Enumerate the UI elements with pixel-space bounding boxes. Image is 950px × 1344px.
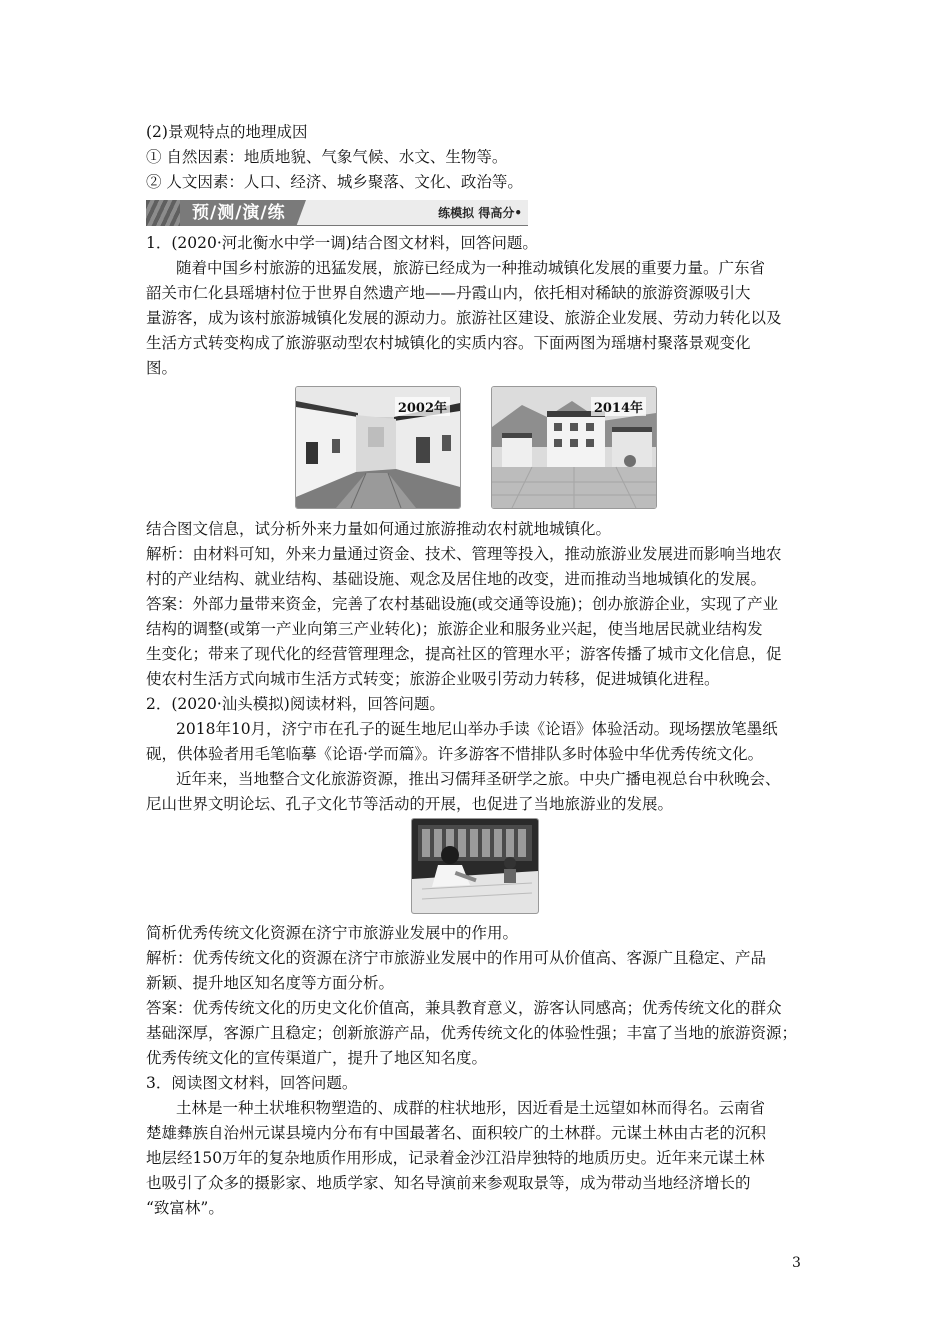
q2-paragraph-line: 2018年10月，济宁市在孔子的诞生地尼山举办手读《论语》体验活动。现场摆放笔墨纸: [176, 720, 778, 738]
q1-analysis-line: 村的产业结构、就业结构、基础设施、观念及居住地的改变，进而推动当地城镇化的发展。: [146, 570, 767, 588]
q3-header: 3．阅读图文材料，回答问题。: [146, 1074, 358, 1092]
q2-answer-line: 优秀传统文化的宣传渠道广，提升了地区知名度。: [146, 1049, 488, 1067]
photo-calligraphy-activity: [411, 818, 539, 914]
q2-question: 简析优秀传统文化资源在济宁市旅游业发展中的作用。: [146, 924, 519, 942]
q3-paragraph-line: 地层经150万年的复杂地质作用形成，记录着金沙江沿岸独特的地质历史。近年来元谋土林: [146, 1149, 765, 1167]
intro-item-natural: ① 自然因素：地质地貌、气象气候、水文、生物等。: [146, 148, 508, 166]
q2-answer-line: 基础深厚，客源广且稳定；创新旅游产品，优秀传统文化的体验性强；丰富了当地的旅游资源；: [146, 1024, 798, 1042]
photo-village-2002: [295, 386, 461, 509]
q3-paragraph-line: 楚雄彝族自治州元谋县境内分布有中国最著名、面积较广的土林群。元谋土林由古老的沉积: [146, 1124, 767, 1142]
q1-question: 结合图文信息，试分析外来力量如何通过旅游推动农村就地城镇化。: [146, 520, 612, 538]
q1-answer-line: 答案：外部力量带来资金，完善了农村基础设施(或交通等设施)；创办旅游企业，实现了产业: [146, 595, 779, 613]
section-banner: [146, 200, 528, 226]
photo-calligraphy-illustration: [412, 819, 538, 913]
q2-paragraph-line: 尼山世界文明论坛、孔子文化节等活动的开展，也促进了当地旅游业的发展。: [146, 795, 674, 813]
photo-year-label: 2002年: [395, 397, 450, 416]
q2-analysis-line: 新颖、提升地区知名度等方面分析。: [146, 974, 395, 992]
intro-item-human: ② 人文因素：人口、经济、城乡聚落、文化、政治等。: [146, 173, 523, 191]
q1-paragraph-line: 随着中国乡村旅游的迅猛发展，旅游已经成为一种推动城镇化发展的重要力量。广东省: [176, 259, 766, 277]
q2-paragraph-line: 砚，供体验者用毛笔临摹《论语·学而篇》。许多游客不惜排队多时体验中华优秀传统文化。: [146, 745, 764, 763]
banner-title: 预/测/演/练: [192, 203, 286, 223]
q1-answer-line: 结构的调整(或第一产业向第三产业转化)；旅游企业和服务业兴起，使当地居民就业结构发: [146, 620, 763, 638]
q2-header: 2．(2020·汕头模拟)阅读材料，回答问题。: [146, 695, 445, 713]
q1-paragraph-line: 量游客，成为该村旅游城镇化发展的源动力。旅游社区建设、旅游企业发展、劳动力转化以及: [146, 309, 782, 327]
banner-slogan: 练模拟 得高分•: [438, 206, 522, 220]
page-number: 3: [792, 1255, 801, 1271]
banner-stripes: [146, 200, 180, 226]
q1-answer-line: 使农村生活方式向城市生活方式转变；旅游企业吸引劳动力转移，促进城镇化进程。: [146, 670, 720, 688]
intro-heading: (2)景观特点的地理成因: [146, 123, 308, 141]
q1-analysis-line: 解析：由材料可知，外来力量通过资金、技术、管理等投入，推动旅游业发展进而影响当地农: [146, 545, 782, 563]
photo-village-2014: [491, 386, 657, 509]
q1-paragraph-line: 生活方式转变构成了旅游驱动型农村城镇化的实质内容。下面两图为瑶塘村聚落景观变化: [146, 334, 751, 352]
q1-paragraph-line: 韶关市仁化县瑶塘村位于世界自然遗产地——丹霞山内，依托相对稀缺的旅游资源吸引大: [146, 284, 751, 302]
photo-year-label: 2014年: [591, 397, 646, 416]
q1-paragraph-line: 图。: [146, 359, 178, 377]
q2-analysis-line: 解析：优秀传统文化的资源在济宁市旅游业发展中的作用可从价值高、客源广且稳定、产品: [146, 949, 767, 967]
q3-paragraph-line: “致富林”。: [146, 1199, 224, 1217]
q2-answer-line: 答案：优秀传统文化的历史文化价值高，兼具教育意义，游客认同感高；优秀传统文化的群众: [146, 999, 782, 1017]
q3-paragraph-line: 也吸引了众多的摄影家、地质学家、知名导演前来参观取景等，成为带动当地经济增长的: [146, 1174, 751, 1192]
q1-header: 1．(2020·河北衡水中学一调)结合图文材料，回答问题。: [146, 234, 538, 252]
q1-answer-line: 生变化；带来了现代化的经营管理理念，提高社区的管理水平；游客传播了城市文化信息，促: [146, 645, 782, 663]
q2-paragraph-line: 近年来，当地整合文化旅游资源，推出习儒拜圣研学之旅。中央广播电视总台中秋晚会、: [176, 770, 781, 788]
q3-paragraph-line: 土林是一种土状堆积物塑造的、成群的柱状地形，因近看是土远望如林而得名。云南省: [176, 1099, 766, 1117]
